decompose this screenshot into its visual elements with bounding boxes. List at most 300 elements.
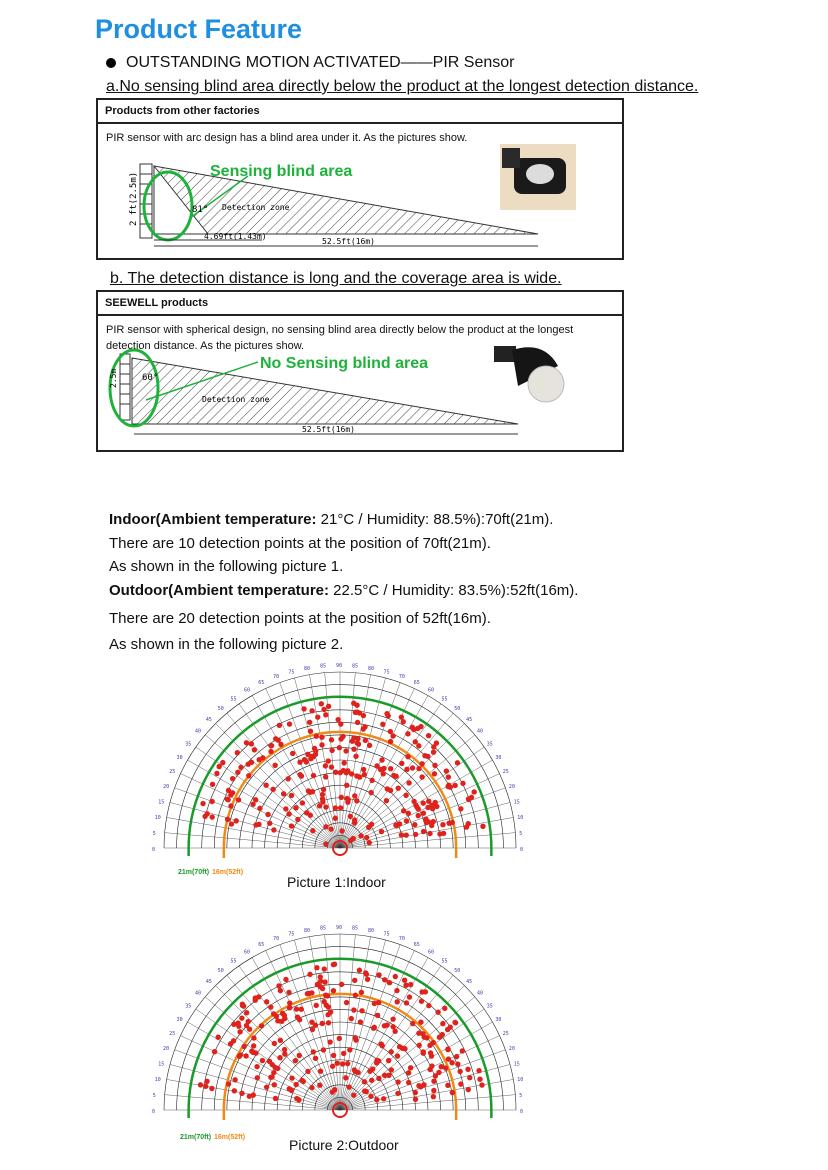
detection-point <box>374 1060 379 1065</box>
detection-point <box>419 761 424 766</box>
detection-point <box>338 721 343 726</box>
detection-point <box>225 817 230 822</box>
detection-point <box>231 1038 236 1043</box>
detection-point <box>281 791 286 796</box>
detection-point <box>365 977 370 982</box>
detection-point <box>294 1096 299 1101</box>
detection-point <box>421 811 426 816</box>
detection-point <box>294 1006 299 1011</box>
detection-point <box>293 805 298 810</box>
detection-point <box>237 1029 242 1034</box>
detection-point <box>358 833 363 838</box>
detection-point <box>290 751 295 756</box>
detection-point <box>209 814 214 819</box>
detection-point <box>375 1013 380 1018</box>
detection-point <box>323 774 328 779</box>
detection-point <box>437 831 442 836</box>
detection-point <box>271 827 276 832</box>
detection-point <box>339 828 344 833</box>
detection-point <box>287 1005 292 1010</box>
detection-point <box>379 829 384 834</box>
detection-point <box>239 1015 244 1020</box>
detection-point <box>426 1003 431 1008</box>
angle-tick-label: 65 <box>413 942 420 949</box>
detection-point <box>273 1096 278 1101</box>
detection-point <box>455 760 460 765</box>
detection-point <box>319 701 324 706</box>
detection-point <box>376 972 381 977</box>
angle-tick-label: 25 <box>169 769 176 776</box>
angle-tick-label: 75 <box>288 669 295 676</box>
detection-point <box>424 820 429 825</box>
angle-tick-label: 25 <box>169 1031 176 1038</box>
detection-point <box>413 832 418 837</box>
detection-point <box>345 1061 350 1066</box>
detection-point <box>309 1085 314 1090</box>
detection-point <box>359 1008 364 1013</box>
detection-point <box>353 710 358 715</box>
detection-point <box>276 737 281 742</box>
detection-point <box>230 776 235 781</box>
angle-tick-label: 50 <box>454 706 461 713</box>
detection-point <box>283 977 288 982</box>
angle-tick-label: 5 <box>519 830 523 837</box>
detection-point <box>236 797 241 802</box>
outdoor-spec <box>109 582 578 599</box>
detection-point <box>329 748 334 753</box>
detection-point <box>328 826 333 831</box>
angle-tick-label: 20 <box>508 1046 515 1053</box>
detection-point <box>431 1078 436 1083</box>
detection-point <box>404 818 409 823</box>
detection-point <box>416 813 421 818</box>
angle-tick-label: 65 <box>413 680 420 687</box>
detection-point <box>380 1043 385 1048</box>
detection-point <box>442 1006 447 1011</box>
detection-point <box>434 740 439 745</box>
outdoor-detection-plot <box>150 920 530 1142</box>
detection-point <box>286 990 291 995</box>
detection-point <box>380 771 385 776</box>
grid-spoke <box>266 688 340 848</box>
detection-point <box>343 1075 348 1080</box>
detection-point <box>318 984 323 989</box>
detection-point <box>368 790 373 795</box>
detection-point <box>382 977 387 982</box>
no-blind-callout: No Sensing blind area <box>260 355 429 372</box>
detection-point <box>476 1068 481 1073</box>
detection-point <box>314 734 319 739</box>
detection-point <box>321 999 326 1004</box>
grid-spoke <box>340 935 355 1110</box>
grid-spoke <box>165 833 340 848</box>
angle-tick-label: 35 <box>185 1003 192 1010</box>
detection-point <box>235 750 240 755</box>
detection-point <box>299 1078 304 1083</box>
detection-point <box>352 793 357 798</box>
detection-point <box>388 766 393 771</box>
detection-point <box>351 1092 356 1097</box>
detection-point <box>416 1031 421 1036</box>
detection-point <box>431 1040 436 1045</box>
detection-point <box>395 1053 400 1058</box>
detection-point <box>346 797 351 802</box>
detection-point <box>329 764 334 769</box>
detection-point <box>238 765 243 770</box>
angle-tick-label: 30 <box>495 755 502 761</box>
detection-point <box>388 739 393 744</box>
detection-point <box>220 760 225 765</box>
detection-point <box>394 988 399 993</box>
detection-point <box>251 1043 256 1048</box>
detection-point <box>333 805 338 810</box>
detection-point <box>401 719 406 724</box>
detection-point <box>418 1020 423 1025</box>
angle-tick-label: 85 <box>319 925 326 932</box>
detection-point <box>339 795 344 800</box>
angle-tick-label: 35 <box>486 1003 493 1010</box>
detection-point <box>321 787 326 792</box>
detection-point <box>440 1032 445 1037</box>
detection-point <box>386 713 391 718</box>
detection-point <box>289 1088 294 1093</box>
detection-point <box>272 1041 277 1046</box>
detection-point <box>335 717 340 722</box>
detection-point <box>395 1091 400 1096</box>
detection-point <box>289 793 294 798</box>
detection-point <box>396 785 401 790</box>
detection-point <box>269 1062 274 1067</box>
angle-tick-label: 45 <box>205 978 212 985</box>
detection-point <box>286 811 291 816</box>
detection-point <box>341 760 346 765</box>
detection-point <box>327 1039 332 1044</box>
detection-point <box>416 766 421 771</box>
section-b-heading: b. The detection distance is long and the coverage area is wide. <box>110 270 562 287</box>
angle-tick-label: 20 <box>163 1046 170 1053</box>
indoor-detection-plot <box>150 660 530 882</box>
detection-point <box>389 1067 394 1072</box>
detection-point <box>239 1091 244 1096</box>
detection-point <box>333 816 338 821</box>
detection-point <box>278 1038 283 1043</box>
detection-point <box>351 1007 356 1012</box>
detection-point <box>389 1049 394 1054</box>
detection-point <box>416 743 421 748</box>
detection-point <box>230 790 235 795</box>
detection-point <box>268 749 273 754</box>
detection-point <box>429 1063 434 1068</box>
outdoor-ref: As shown in the following picture 2. <box>109 636 344 653</box>
detection-point <box>477 1077 482 1082</box>
detection-point <box>368 1094 373 1099</box>
angle-tick-label: 75 <box>383 931 390 938</box>
detection-point <box>435 1009 440 1014</box>
detection-point <box>317 1082 322 1087</box>
angle-tick-label: 90 <box>336 663 343 669</box>
angle-tick-label: 85 <box>352 925 359 932</box>
detection-point <box>268 1004 273 1009</box>
grid-spoke <box>340 1095 515 1110</box>
detection-point <box>361 767 366 772</box>
angle-tick-label: 80 <box>367 665 374 672</box>
indoor-spec <box>109 511 553 528</box>
angle-tick-label: 30 <box>176 755 183 761</box>
detection-point <box>283 806 288 811</box>
detection-point <box>252 747 257 752</box>
detection-point <box>320 1021 325 1026</box>
detection-point <box>364 835 369 840</box>
angle-tick-label: 40 <box>195 990 202 997</box>
angle-tick-label: 10 <box>154 1077 161 1084</box>
detection-point <box>270 787 275 792</box>
detection-point <box>449 1060 454 1065</box>
other-factories-description: PIR sensor with arc design has a blind area under it. As the pictures show. <box>106 132 468 144</box>
detection-point <box>429 823 434 828</box>
seewell-description: PIR sensor with spherical design, no sensing blind area directly below the product at the longest detection distance. As the pictures show. <box>106 324 574 352</box>
detection-point <box>366 825 371 830</box>
angle-tick-label: 85 <box>319 663 326 670</box>
detection-point <box>228 803 233 808</box>
detection-point <box>413 1090 418 1095</box>
detection-point <box>339 982 344 987</box>
detection-point <box>323 804 328 809</box>
detection-point <box>413 803 418 808</box>
angle-tick-label: 40 <box>476 728 483 735</box>
detection-point <box>200 801 205 806</box>
angle-tick-label: 0 <box>152 1109 156 1115</box>
detection-point <box>402 978 407 983</box>
outdoor-legend-orange: 16m(52ft) <box>214 1134 246 1141</box>
detection-point <box>399 761 404 766</box>
detection-point <box>318 974 323 979</box>
angle-tick-label: 0 <box>152 847 156 853</box>
angle-tick-label: 35 <box>185 741 192 748</box>
detection-point <box>257 806 262 811</box>
detection-point <box>325 993 330 998</box>
detection-point <box>421 829 426 834</box>
angle-tick-label: 50 <box>454 968 461 975</box>
angle-tick-label: 70 <box>273 936 280 943</box>
detection-point <box>311 773 316 778</box>
detection-point <box>246 773 251 778</box>
detection-point <box>253 797 258 802</box>
angle-tick-label: 60 <box>244 687 251 694</box>
detection-point <box>460 781 465 786</box>
section-a-heading: a.No sensing blind area directly below the product at the longest detection distance. <box>106 78 699 95</box>
detection-point <box>406 811 411 816</box>
indoor-legend-green: 21m(70ft) <box>178 869 210 876</box>
angle-tick-label: 45 <box>466 716 473 723</box>
angle-tick-label: 25 <box>502 1031 509 1038</box>
angle-tick-label: 65 <box>258 942 265 949</box>
detection-point <box>321 707 326 712</box>
detection-point <box>289 1075 294 1080</box>
detection-point <box>354 773 359 778</box>
detection-point <box>263 783 268 788</box>
detection-point <box>212 1049 217 1054</box>
detection-point <box>305 752 310 757</box>
detection-point <box>346 1084 351 1089</box>
angle-tick-label: 15 <box>513 1061 520 1068</box>
seewell-heading: SEEWELL products <box>98 292 622 316</box>
detection-point <box>311 1049 316 1054</box>
detection-point <box>426 733 431 738</box>
detection-point <box>450 1090 455 1095</box>
angle-label: 81° <box>192 205 209 215</box>
angle-tick-label: 15 <box>158 1061 165 1068</box>
height-label: 2.5m <box>109 368 118 388</box>
detection-point <box>260 1058 265 1063</box>
detection-point <box>392 1029 397 1034</box>
detection-point <box>395 999 400 1004</box>
indoor-ref: As shown in the following picture 1. <box>109 558 344 575</box>
detection-point <box>276 983 281 988</box>
detection-point <box>387 980 392 985</box>
detection-point <box>277 1055 282 1060</box>
detection-point <box>300 800 305 805</box>
detection-point <box>453 1020 458 1025</box>
detection-point <box>351 836 356 841</box>
detection-point <box>260 755 265 760</box>
blind-distance-label: 4.69ft(1.43m) <box>204 232 267 241</box>
detection-point <box>380 722 385 727</box>
detection-point <box>293 1058 298 1063</box>
detection-point <box>259 1023 264 1028</box>
detection-point <box>433 1073 438 1078</box>
detection-point <box>348 814 353 819</box>
detection-point <box>334 1060 339 1065</box>
detection-point <box>293 1082 298 1087</box>
detection-point <box>338 736 343 741</box>
detection-point <box>278 988 283 993</box>
detection-point <box>391 773 396 778</box>
detection-point <box>287 721 292 726</box>
wall-bricks <box>120 364 130 404</box>
grid-spoke <box>188 760 340 848</box>
angle-label: 60° <box>142 373 159 383</box>
angle-tick-label: 15 <box>513 799 520 806</box>
detection-point <box>434 804 439 809</box>
detection-point <box>406 1070 411 1075</box>
angle-tick-label: 10 <box>517 815 524 822</box>
angle-tick-label: 10 <box>517 1077 524 1084</box>
detection-point <box>355 720 360 725</box>
detection-point <box>381 1096 386 1101</box>
detection-point <box>422 753 427 758</box>
detection-point <box>394 823 399 828</box>
zone-label: Detection zone <box>202 395 270 404</box>
detection-point <box>404 1000 409 1005</box>
detection-point <box>367 743 372 748</box>
detection-point <box>355 736 360 741</box>
angle-tick-label: 85 <box>352 663 359 670</box>
angle-tick-label: 40 <box>195 728 202 735</box>
detection-point <box>410 765 415 770</box>
detection-point <box>431 1094 436 1099</box>
detection-point <box>419 999 424 1004</box>
outdoor-legend-green: 21m(70ft) <box>180 1134 212 1141</box>
detection-point <box>241 1044 246 1049</box>
detection-point <box>209 799 214 804</box>
detection-point <box>403 793 408 798</box>
detection-point <box>302 757 307 762</box>
angle-tick-label: 45 <box>466 978 473 985</box>
detection-point <box>310 828 315 833</box>
detection-point <box>466 821 471 826</box>
detection-point <box>229 821 234 826</box>
detection-point <box>421 800 426 805</box>
detection-point <box>308 729 313 734</box>
outdoor-value: 22.5°C / Humidity: 83.5%):52ft(16m). <box>329 582 579 599</box>
detection-point <box>256 822 261 827</box>
angle-tick-label: 10 <box>154 815 161 822</box>
detection-point <box>354 798 359 803</box>
angle-tick-label: 30 <box>495 1017 502 1023</box>
detection-point <box>455 1062 460 1067</box>
detection-point <box>236 1023 241 1028</box>
detection-point <box>329 737 334 742</box>
detection-point <box>277 723 282 728</box>
detection-point <box>454 1054 459 1059</box>
detection-point <box>440 1021 445 1026</box>
detection-point <box>305 1069 310 1074</box>
detection-point <box>349 1016 354 1021</box>
detection-point <box>315 714 320 719</box>
detection-point <box>353 1037 358 1042</box>
detection-point <box>379 757 384 762</box>
detection-point <box>297 772 302 777</box>
detection-point <box>312 746 317 751</box>
detection-point <box>445 784 450 789</box>
detection-point <box>345 768 350 773</box>
detection-point <box>320 792 325 797</box>
outdoor-caption: Picture 2:Outdoor <box>289 1137 399 1153</box>
angle-tick-label: 0 <box>520 847 524 853</box>
detection-point <box>246 1019 251 1024</box>
detection-point <box>395 1079 400 1084</box>
angle-tick-label: 60 <box>428 949 435 956</box>
detection-point <box>203 1084 208 1089</box>
detection-point <box>457 1069 462 1074</box>
grid-spoke <box>188 1022 340 1110</box>
detection-point <box>374 1097 379 1102</box>
detection-point <box>399 832 404 837</box>
detection-point <box>306 991 311 996</box>
detection-point <box>370 1066 375 1071</box>
detection-point <box>417 1043 422 1048</box>
detection-point <box>253 995 258 1000</box>
detection-point <box>421 1049 426 1054</box>
detection-point <box>350 739 355 744</box>
detection-point <box>410 725 415 730</box>
angle-tick-label: 20 <box>508 784 515 791</box>
detection-point <box>405 754 410 759</box>
grid-spoke <box>340 940 386 1110</box>
detection-point <box>264 1084 269 1089</box>
angle-tick-label: 90 <box>336 925 343 931</box>
detection-point <box>443 1065 448 1070</box>
detection-point <box>386 1058 391 1063</box>
detection-point <box>299 1007 304 1012</box>
angle-tick-label: 60 <box>244 949 251 956</box>
detection-point <box>323 841 328 846</box>
detection-point <box>265 812 270 817</box>
angle-tick-label: 25 <box>502 769 509 776</box>
angle-tick-label: 70 <box>273 674 280 681</box>
detection-point <box>404 832 409 837</box>
detection-point <box>333 770 338 775</box>
